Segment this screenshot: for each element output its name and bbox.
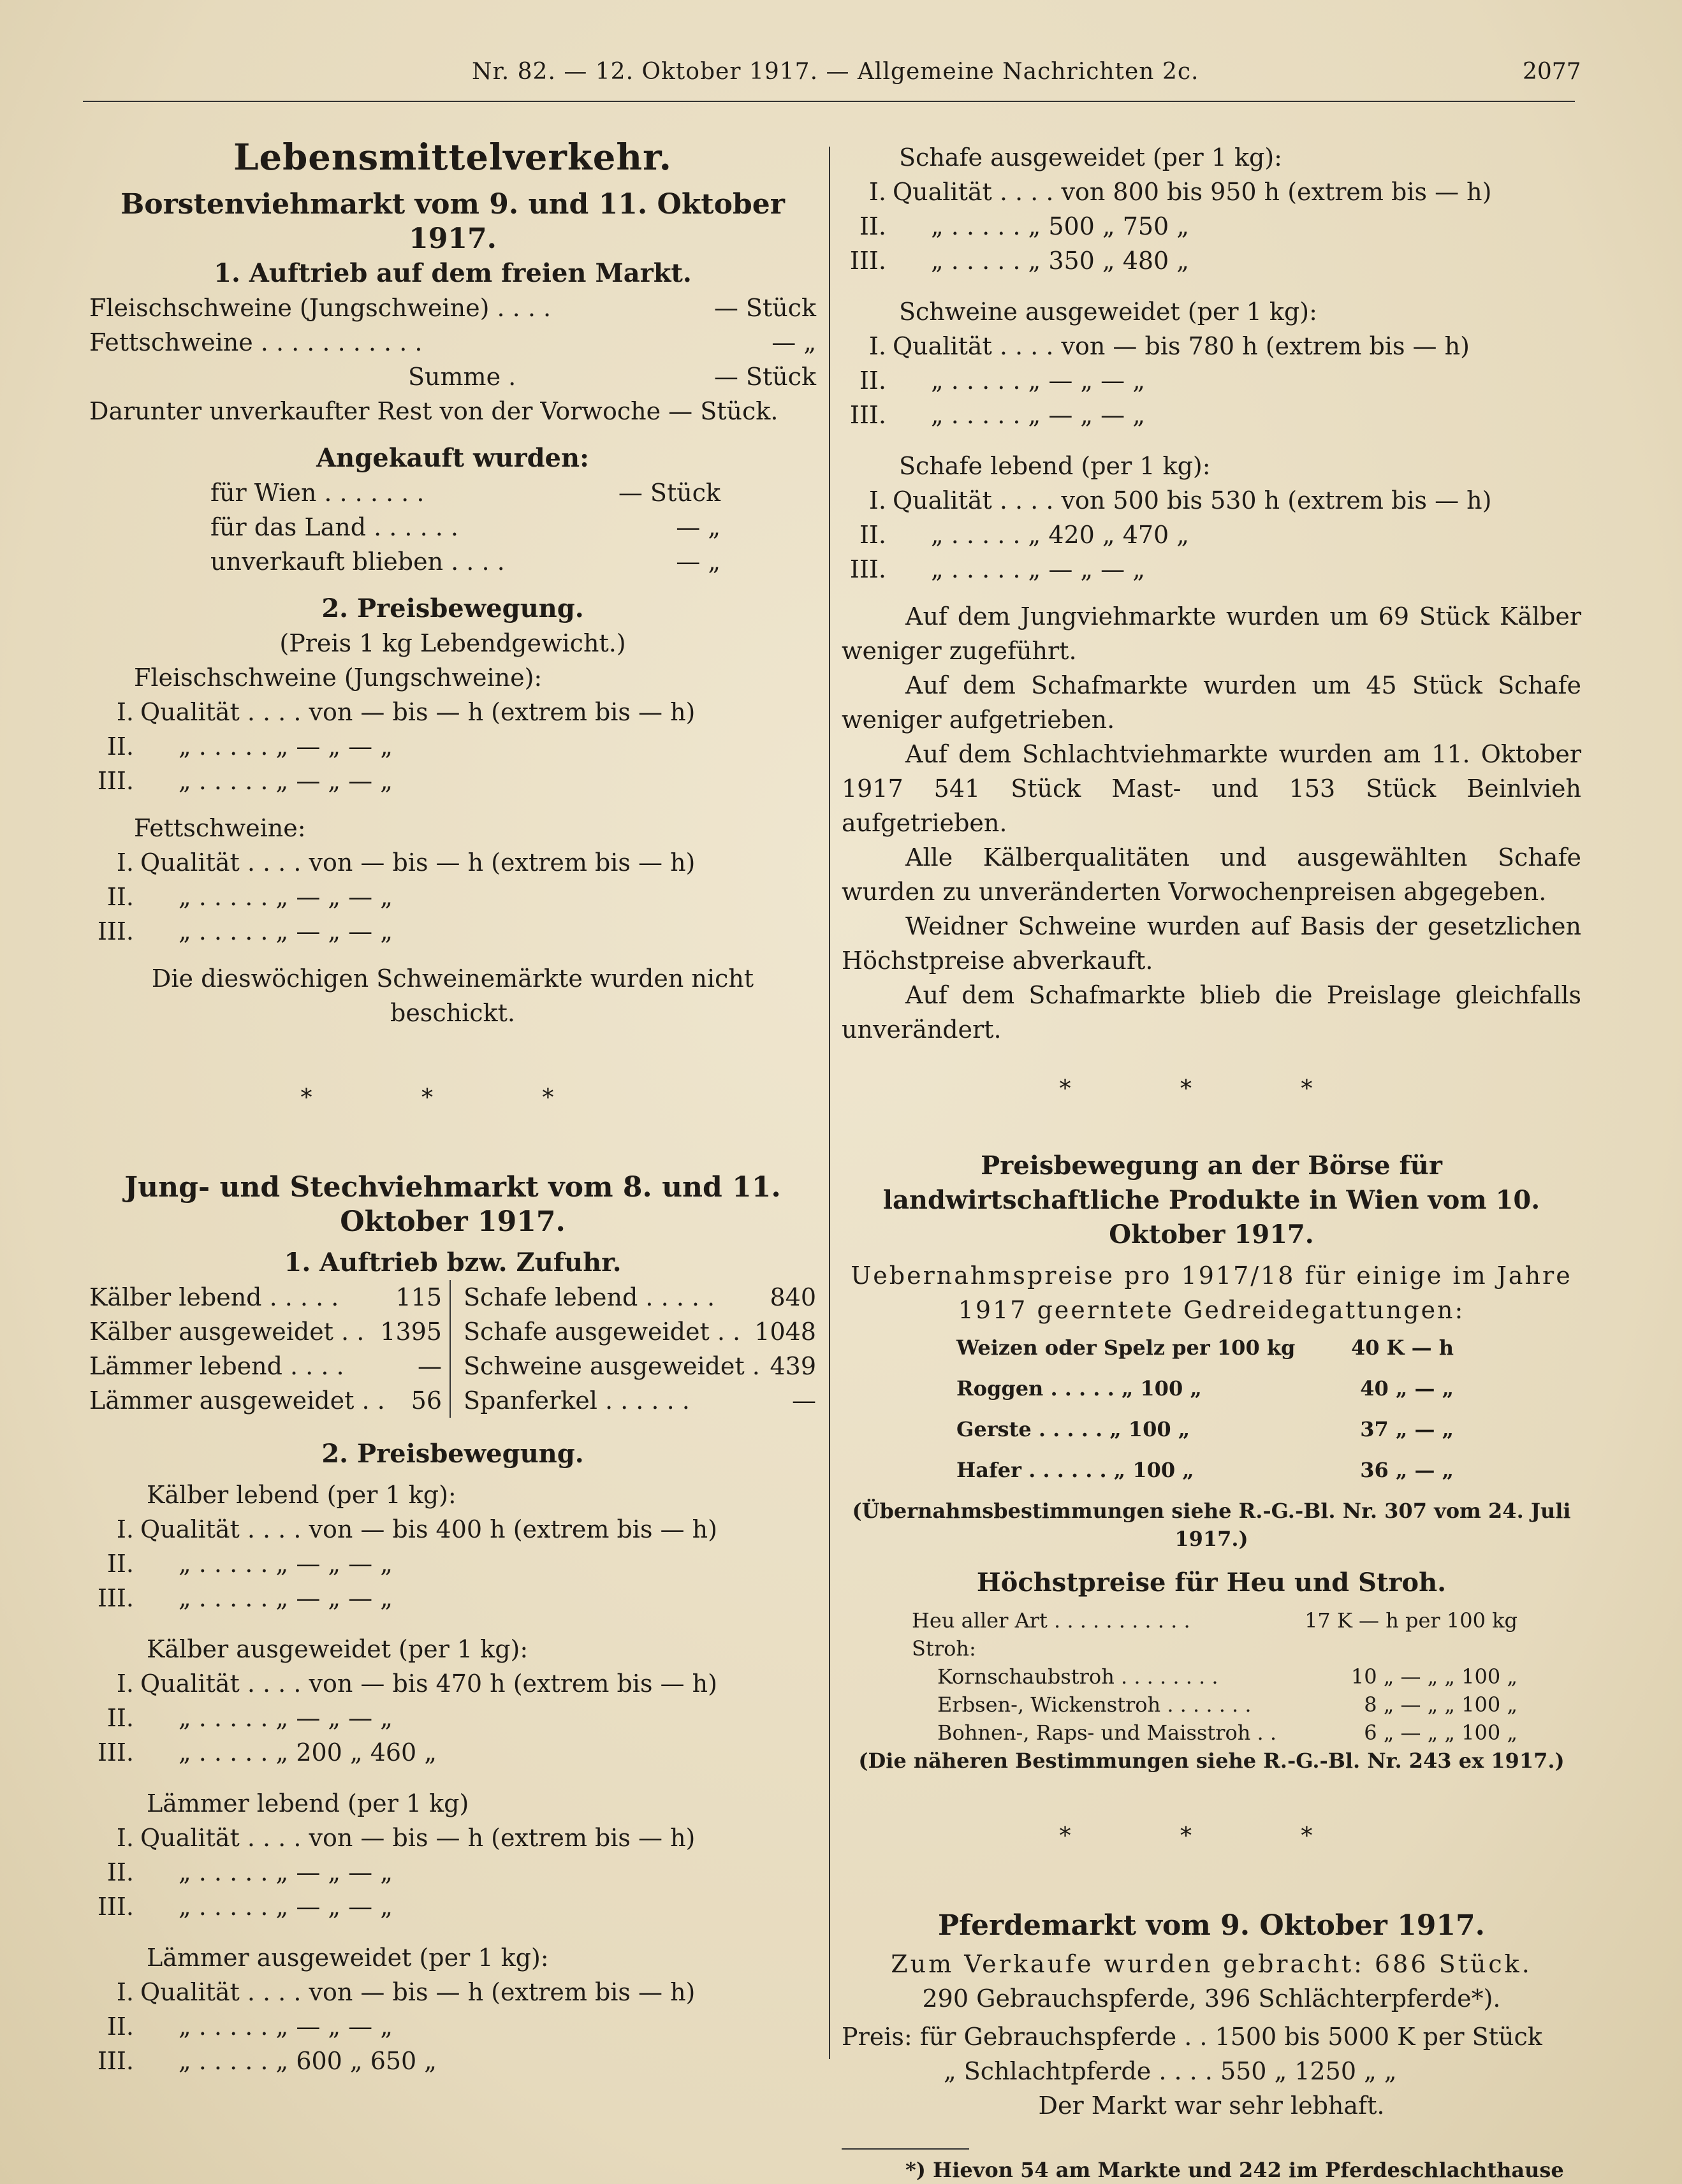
- table-row: II. „ . . . . . „ — „ — „: [106, 1704, 393, 1732]
- left-column: [89, 136, 816, 2078]
- table-row: II. „ . . . . . „ 500 „ 750 „: [859, 212, 1189, 240]
- boerse-note: (Übernahmsbestimmungen siehe R.-G.-Bl. Nr. 307 vom 24. Juli 1917.): [852, 1499, 1571, 1551]
- table-row: II. „ . . . . . „ 420 „ 470 „: [859, 521, 1189, 549]
- table-row: I. Qualität . . . . von — bis — h (extrem bis — h): [116, 1978, 696, 2006]
- borsten-auftrieb: [89, 291, 816, 394]
- table-row: II. „ . . . . . „ — „ — „: [106, 1550, 393, 1578]
- separator-stars: * * *: [1059, 1823, 1364, 1849]
- table-row: Stroh:: [912, 1636, 976, 1661]
- paragraph: Weidner Schweine wurden auf Basis der gesetzlichen Höchstpreise abverkauft.: [842, 912, 1581, 975]
- right-column: [842, 140, 1581, 2184]
- table-row: Erbsen-, Wickenstroh . . . . . . . 8 „ — „ „ 100 „: [937, 1693, 1517, 1717]
- group-label: Schafe lebend (per 1 kg):: [899, 452, 1211, 480]
- pferde-line: Der Markt war sehr lebhaft.: [1038, 2092, 1385, 2120]
- paragraph: Alle Kälberqualitäten und ausgewählten Schafe wurden zu unveränderten Vorwochenpreisen abgegeben.: [842, 843, 1581, 906]
- group-label: Kälber lebend (per 1 kg):: [147, 1481, 457, 1509]
- preis-subheading: (Preis 1 kg Lebendgewicht.): [279, 629, 626, 657]
- table-row: III. „ . . . . . „ — „ — „: [849, 555, 1145, 583]
- hoechst-note: (Die näheren Bestimmungen siehe R.-G.-Bl. Nr. 243 ex 1917.): [858, 1749, 1565, 1773]
- table-row: Kälber ausgeweidet . . 1395: [89, 1318, 442, 1346]
- table-row: III. „ . . . . . „ 350 „ 480 „: [849, 247, 1189, 275]
- boerse-heading: Preisbewegung an der Börse für landwirtschaftliche Produkte in Wien vom 10. Oktober 1917.: [882, 1151, 1540, 1249]
- table-row: II. „ . . . . . „ — „ — „: [106, 883, 393, 911]
- zufuhr-table: [89, 1280, 816, 1418]
- preis-heading: 2. Preisbewegung.: [321, 593, 584, 623]
- table-row: III. „ . . . . . „ — „ — „: [97, 1584, 393, 1612]
- borsten-note: Die dieswöchigen Schweinemärkte wurden nicht beschickt.: [151, 965, 754, 1027]
- table-row: Weizen oder Spelz per 100 kg 40 K — h: [956, 1336, 1454, 1360]
- group-label: Schweine ausgeweidet (per 1 kg):: [899, 298, 1317, 326]
- table-row: Schafe lebend . . . . . 840: [464, 1283, 816, 1311]
- getreide-table: [842, 1327, 1581, 1497]
- table-row: Hafer . . . . . . „ 100 „ 36 „ — „: [956, 1458, 1454, 1482]
- table-row: Summe . — Stück: [408, 363, 816, 391]
- paragraph: Auf dem Schlachtviehmarkte wurden am 11. Oktober 1917 541 Stück Mast- und 153 Stück Beinlvieh aufgetrieben.: [842, 740, 1581, 837]
- table-row: II. „ . . . . . „ — „ — „: [106, 732, 393, 761]
- jung-sub1: 1. Auftrieb bzw. Zufuhr.: [284, 1248, 622, 1278]
- heu-stroh-table: [842, 1600, 1581, 1747]
- table-row: II. „ . . . . . „ — „ — „: [859, 367, 1145, 395]
- pferde-line: Zum Verkaufe wurden gebracht: 686 Stück.: [891, 1950, 1532, 1978]
- separator-stars: * * *: [300, 1085, 605, 1111]
- angekauft-heading: Angekauft wurden:: [316, 443, 589, 473]
- list-item: unverkauft blieben . . . . — „: [210, 548, 720, 576]
- borsten-heading: Borstenviehmarkt vom 9. und 11. Oktober 1917.: [121, 188, 785, 255]
- table-row: I. Qualität . . . . von — bis — h (extrem bis — h): [116, 698, 696, 726]
- table-row: I. Qualität . . . . von — bis — h (extrem bis — h): [116, 1824, 696, 1852]
- header-rule: [83, 101, 1575, 102]
- table-row: Fleischschweine (Jungschweine) . . . . — Stück: [89, 294, 816, 322]
- pferde-line: 290 Gebrauchspferde, 396 Schlächterpferde*).: [922, 1984, 1501, 2013]
- pferde-heading: Pferdemarkt vom 9. Oktober 1917.: [938, 1909, 1485, 1942]
- jung-heading: Jung- und Stechviehmarkt vom 8. und 11. Oktober 1917.: [124, 1171, 781, 1238]
- group-label: Lämmer lebend (per 1 kg): [147, 1789, 469, 1817]
- table-row: Heu aller Art . . . . . . . . . . . 17 K — h per 100 kg: [912, 1608, 1517, 1633]
- table-row: Kornschaubstroh . . . . . . . . 10 „ — „ „ 100 „: [937, 1664, 1517, 1689]
- borsten-rest: Darunter unverkaufter Rest von der Vorwoche — Stück.: [89, 397, 779, 425]
- list-item: für das Land . . . . . . — „: [210, 513, 720, 541]
- paragraph: Auf dem Schafmarkte blieb die Preislage gleichfalls unverändert.: [842, 981, 1581, 1044]
- footnote-rule: [842, 2148, 969, 2150]
- table-row: III. „ . . . . . „ 600 „ 650 „: [97, 2047, 437, 2075]
- table-row: Kälber lebend . . . . . 115: [89, 1283, 442, 1311]
- column-rule: [829, 147, 830, 2059]
- footnote: *) Hievon 54 am Markte und 242 im Pferdeschlachthause: [905, 2158, 1564, 2182]
- pferde-preis: Preis: für Gebrauchspferde . . 1500 bis 5000 K per Stück: [842, 2023, 1542, 2051]
- borsten-sub1: 1. Auftrieb auf dem freien Markt.: [214, 258, 692, 288]
- table-row: III. „ . . . . . „ 200 „ 460 „: [97, 1738, 437, 1766]
- group-label: Kälber ausgeweidet (per 1 kg):: [147, 1635, 529, 1663]
- table-row: Lämmer lebend . . . . —: [89, 1352, 442, 1380]
- table-row: Schweine ausgeweidet . 439: [464, 1352, 816, 1380]
- hoechst-heading: Höchstpreise für Heu und Stroh.: [976, 1568, 1447, 1598]
- table-row: III. „ . . . . . „ — „ — „: [849, 401, 1145, 429]
- table-row: Schafe ausgeweidet . . 1048: [464, 1318, 816, 1346]
- fleisch-label: Fleischschweine (Jungschweine):: [134, 664, 543, 692]
- table-row: I. Qualität . . . . von — bis 780 h (extrem bis — h): [868, 332, 1470, 360]
- table-row: Gerste . . . . . „ 100 „ 37 „ — „: [956, 1417, 1454, 1441]
- table-row: II. „ . . . . . „ — „ — „: [106, 2013, 393, 2041]
- table-row: I. Qualität . . . . von — bis 470 h (extrem bis — h): [116, 1670, 717, 1698]
- schafe-schweine-groups: [842, 140, 1581, 586]
- jung-sub2: 2. Preisbewegung.: [321, 1439, 584, 1469]
- table-row: III. „ . . . . . „ — „ — „: [97, 1893, 393, 1921]
- table-row: Roggen . . . . . „ 100 „ 40 „ — „: [956, 1376, 1454, 1401]
- group-label: Lämmer ausgeweidet (per 1 kg):: [147, 1944, 549, 1972]
- separator-stars: * * *: [1059, 1076, 1364, 1102]
- group-label: Schafe ausgeweidet (per 1 kg):: [899, 143, 1282, 171]
- table-row: Spanferkel . . . . . . —: [464, 1387, 816, 1415]
- table-row: I. Qualität . . . . von 800 bis 950 h (extrem bis — h): [868, 178, 1492, 206]
- table-row: III. „ . . . . . „ — „ — „: [97, 917, 393, 945]
- page-number: 2077: [1523, 59, 1581, 85]
- paragraph: Auf dem Jungviehmarkte wurden um 69 Stück Kälber weniger zugeführt.: [842, 602, 1581, 665]
- table-row: III. „ . . . . . „ — „ — „: [97, 767, 393, 795]
- report-paragraphs: [842, 599, 1581, 1047]
- table-row: Lämmer ausgeweidet . . 56: [89, 1387, 442, 1415]
- jung-price-groups: [89, 1478, 816, 2078]
- table-row: Fettschweine . . . . . . . . . . . — „: [89, 328, 816, 356]
- table-row: I. Qualität . . . . von — bis 400 h (extrem bis — h): [116, 1515, 717, 1543]
- boerse-intro: Uebernahmspreise pro 1917/18 für einige im Jahre 1917 geerntete Gedreidegattungen:: [851, 1262, 1572, 1324]
- angekauft-list: [89, 476, 816, 579]
- table-row: II. „ . . . . . „ — „ — „: [106, 1858, 393, 1886]
- paragraph: Auf dem Schafmarkte wurden um 45 Stück Schafe weniger aufgetrieben.: [842, 671, 1581, 734]
- fett-label: Fettschweine:: [134, 814, 306, 842]
- pferde-preis: „ Schlachtpferde . . . . 550 „ 1250 „ „: [944, 2057, 1397, 2085]
- table-row: I. Qualität . . . . von — bis — h (extrem bis — h): [116, 848, 696, 877]
- table-row: I. Qualität . . . . von 500 bis 530 h (extrem bis — h): [868, 486, 1492, 514]
- running-header: Nr. 82. — 12. Oktober 1917. — Allgemeine Nachrichten 2c.: [472, 59, 1199, 85]
- section-title: Lebensmittelverkehr.: [233, 136, 672, 178]
- list-item: für Wien . . . . . . . — Stück: [210, 479, 720, 507]
- table-row: Bohnen-, Raps- und Maisstroh . . 6 „ — „ „ 100 „: [937, 1721, 1517, 1745]
